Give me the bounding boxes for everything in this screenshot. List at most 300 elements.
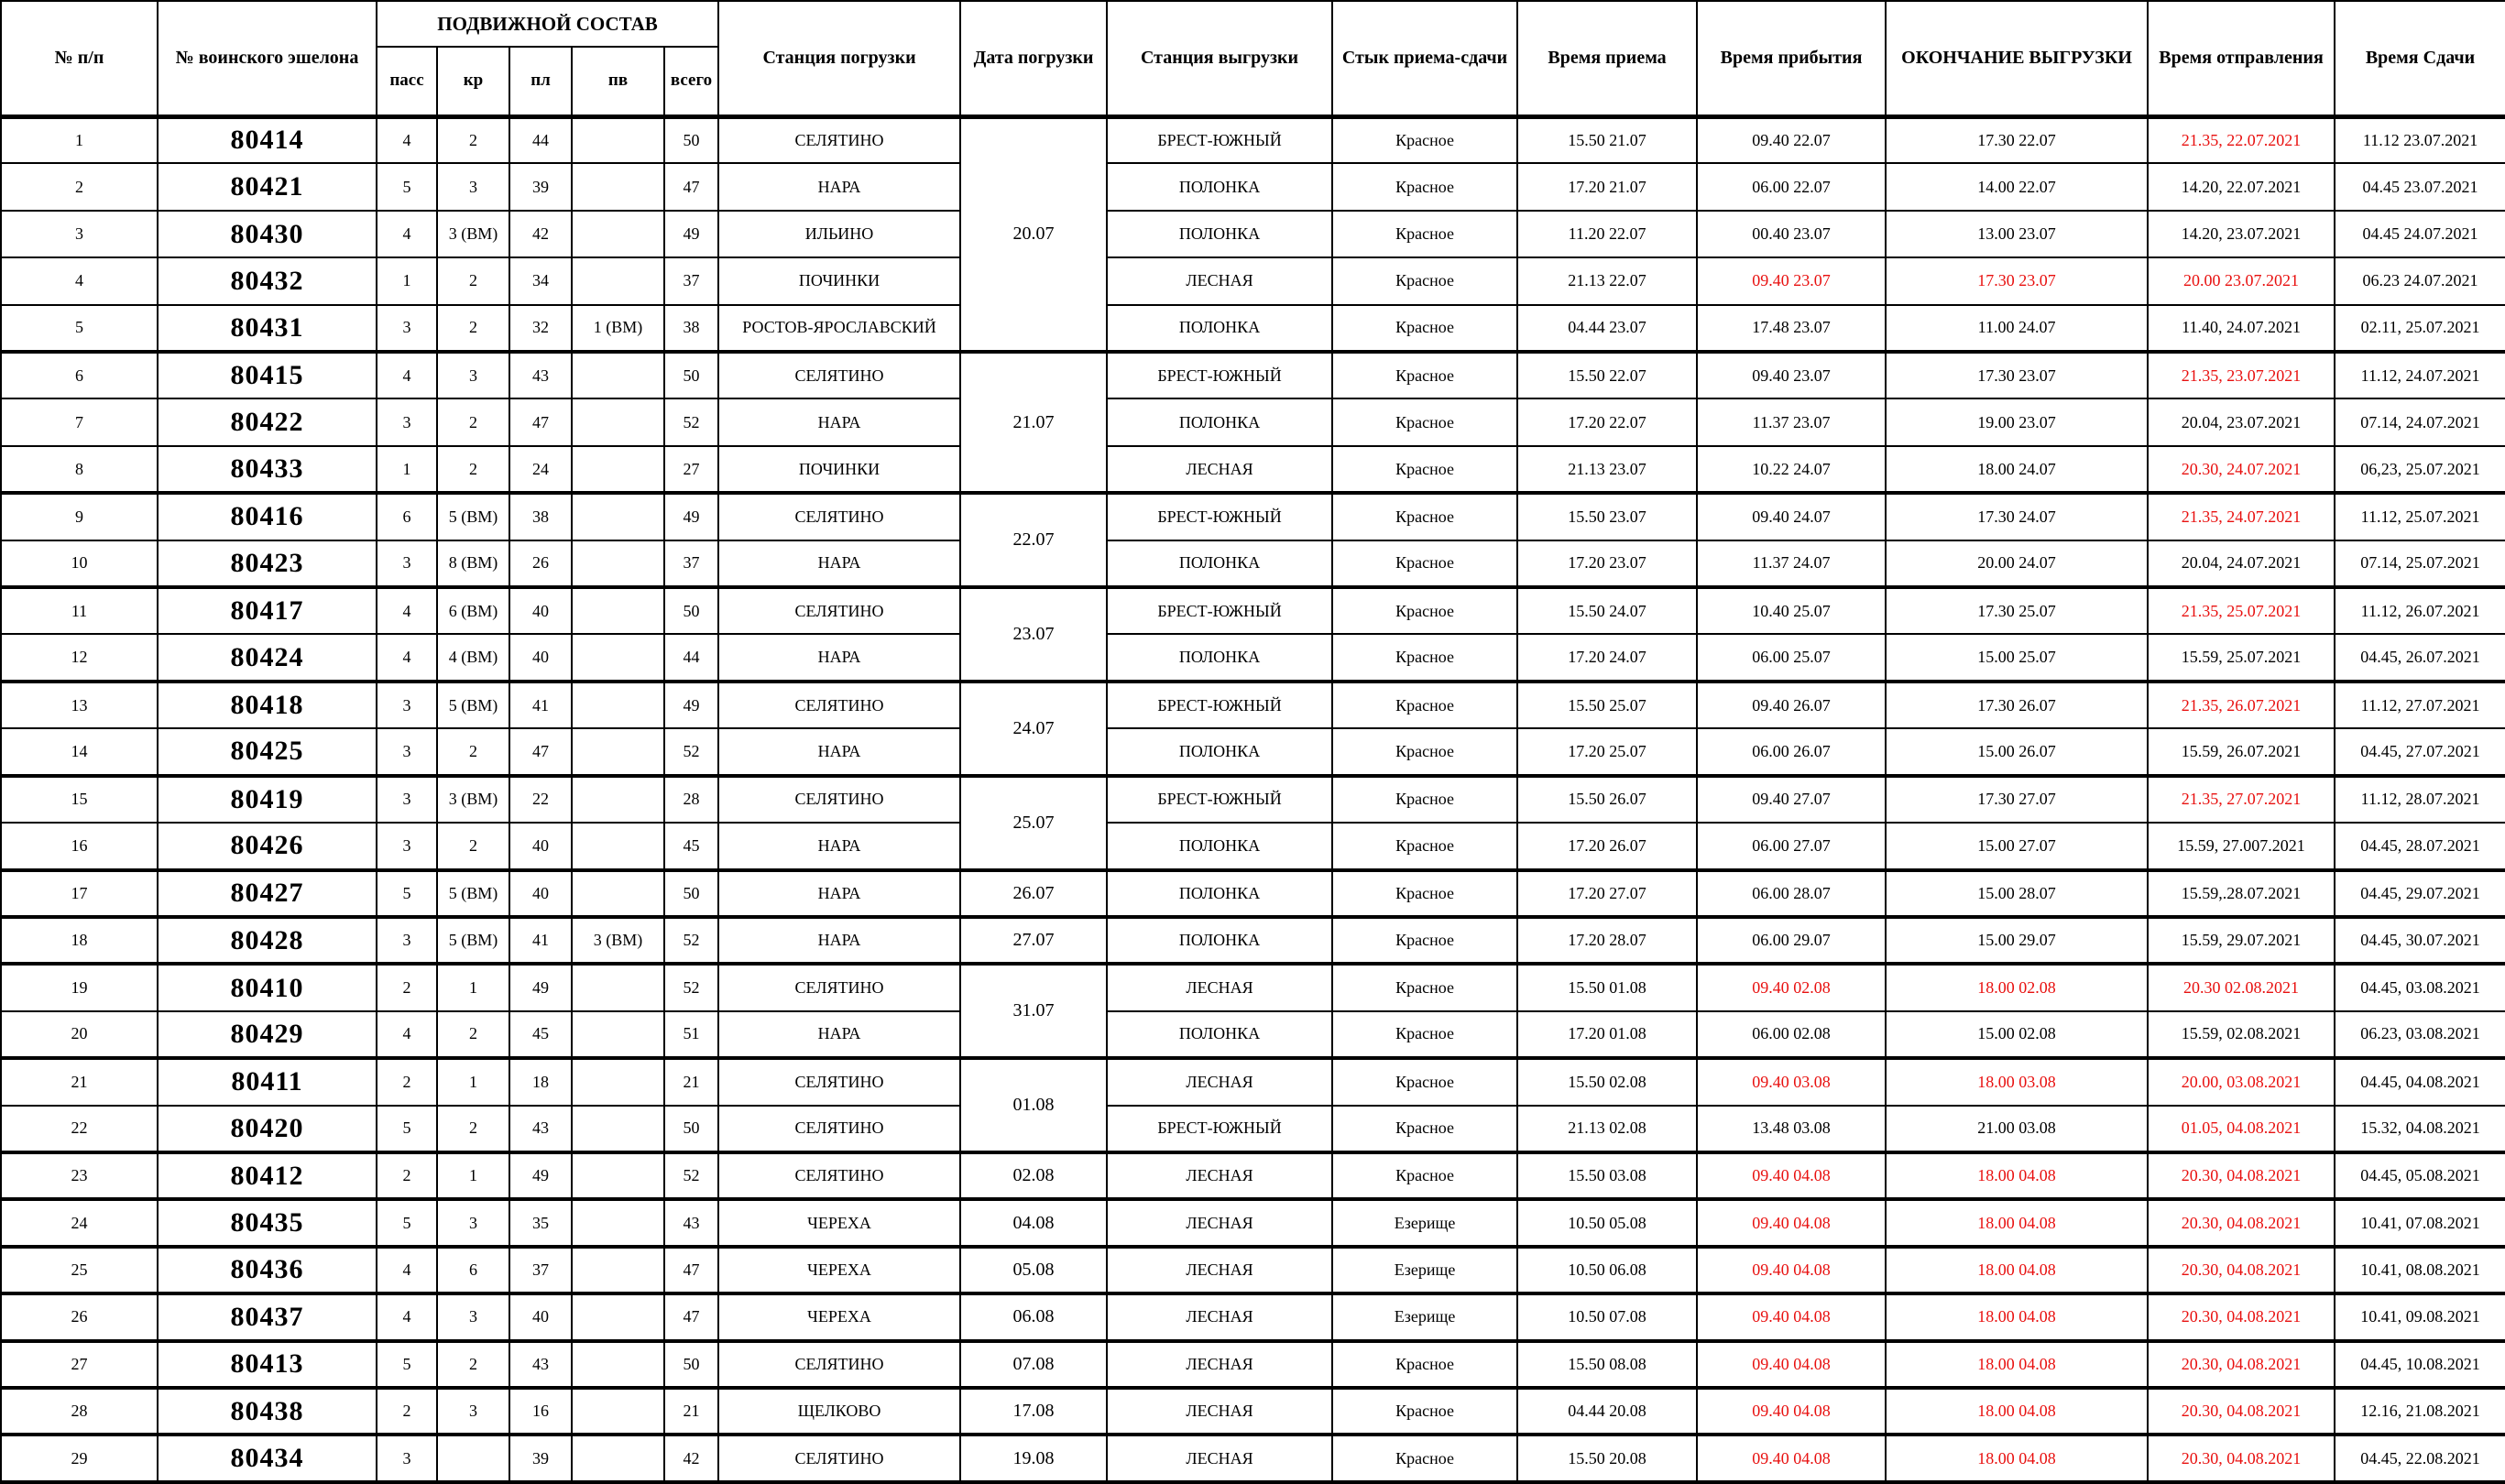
pv-car-count: [572, 964, 664, 1010]
echelon-number: 80436: [158, 1247, 377, 1293]
unload-station: БРЕСТ-ЮЖНЫЙ: [1107, 1106, 1332, 1152]
arrival-time: 06.00 22.07: [1697, 163, 1886, 210]
platform-car-count: 49: [509, 964, 572, 1010]
handover-junction: Красное: [1332, 587, 1517, 634]
load-station: СЕЛЯТИНО: [718, 776, 960, 823]
handover-time: 04.45, 10.08.2021: [2335, 1341, 2505, 1388]
arrival-time: 06.00 28.07: [1697, 870, 1886, 917]
load-station: ПОЧИНКИ: [718, 257, 960, 304]
pass-car-count: 5: [377, 1106, 437, 1152]
arrival-time: 06.00 25.07: [1697, 634, 1886, 681]
handover-time: 10.41, 07.08.2021: [2335, 1199, 2505, 1246]
total-car-count: 52: [664, 728, 718, 775]
arrival-time: 09.40 04.08: [1697, 1247, 1886, 1293]
handover-junction: Красное: [1332, 163, 1517, 210]
table-row: [1, 1341, 2505, 1388]
table-row: [1, 776, 2505, 823]
arrival-time: 06.00 27.07: [1697, 823, 1886, 869]
accept-time: 15.50 21.07: [1517, 116, 1697, 163]
row-number: 26: [1, 1293, 158, 1340]
table-row: [1, 446, 2505, 493]
handover-time: 11.12 23.07.2021: [2335, 116, 2505, 163]
total-car-count: 50: [664, 587, 718, 634]
handover-junction: Езерище: [1332, 1293, 1517, 1340]
total-car-count: 28: [664, 776, 718, 823]
load-station: СЕЛЯТИНО: [718, 1106, 960, 1152]
handover-junction: Езерище: [1332, 1199, 1517, 1246]
handover-time: 04.45, 27.07.2021: [2335, 728, 2505, 775]
row-number: 1: [1, 116, 158, 163]
handover-time: 04.45 23.07.2021: [2335, 163, 2505, 210]
handover-time: 11.12, 24.07.2021: [2335, 352, 2505, 398]
handover-time: 04.45, 05.08.2021: [2335, 1152, 2505, 1199]
col-header-pv: пв: [572, 47, 664, 116]
table-row: [1, 1199, 2505, 1246]
depart-time: 15.59, 29.07.2021: [2148, 917, 2335, 964]
unload-station: ПОЛОНКА: [1107, 728, 1332, 775]
table-row: [1, 1152, 2505, 1199]
pass-car-count: 3: [377, 917, 437, 964]
pv-car-count: [572, 352, 664, 398]
col-header-depart-time: Время отправления: [2148, 1, 2335, 116]
pass-car-count: 6: [377, 493, 437, 540]
row-number: 5: [1, 305, 158, 352]
load-date: 04.08: [960, 1199, 1107, 1246]
handover-junction: Красное: [1332, 398, 1517, 445]
unload-station: ПОЛОНКА: [1107, 634, 1332, 681]
handover-junction: Красное: [1332, 446, 1517, 493]
load-date: 21.07: [960, 352, 1107, 493]
unload-end-time: 18.00 04.08: [1886, 1247, 2148, 1293]
row-number: 23: [1, 1152, 158, 1199]
pv-car-count: [572, 776, 664, 823]
load-station: НАРА: [718, 163, 960, 210]
handover-time: 04.45, 28.07.2021: [2335, 823, 2505, 869]
unload-station: ЛЕСНАЯ: [1107, 1388, 1332, 1435]
pv-car-count: [572, 1058, 664, 1105]
arrival-time: 17.48 23.07: [1697, 305, 1886, 352]
pv-car-count: [572, 116, 664, 163]
handover-time: 04.45, 22.08.2021: [2335, 1435, 2505, 1482]
echelon-number: 80438: [158, 1388, 377, 1435]
load-station: СЕЛЯТИНО: [718, 352, 960, 398]
col-header-handover-time: Время Сдачи: [2335, 1, 2505, 116]
unload-end-time: 18.00 04.08: [1886, 1293, 2148, 1340]
covered-car-count: 5 (ВМ): [437, 493, 509, 540]
covered-car-count: 2: [437, 398, 509, 445]
pv-car-count: [572, 540, 664, 587]
handover-junction: Красное: [1332, 1152, 1517, 1199]
echelon-number: 80433: [158, 446, 377, 493]
arrival-time: 09.40 04.08: [1697, 1435, 1886, 1482]
accept-time: 15.50 23.07: [1517, 493, 1697, 540]
echelon-number: 80429: [158, 1011, 377, 1058]
load-station: ЧЕРЕХА: [718, 1293, 960, 1340]
echelon-number: 80417: [158, 587, 377, 634]
accept-time: 15.50 08.08: [1517, 1341, 1697, 1388]
echelon-number: 80416: [158, 493, 377, 540]
pass-car-count: 4: [377, 352, 437, 398]
platform-car-count: 43: [509, 352, 572, 398]
row-number: 15: [1, 776, 158, 823]
echelon-number: 80426: [158, 823, 377, 869]
row-number: 24: [1, 1199, 158, 1246]
pass-car-count: 3: [377, 776, 437, 823]
handover-junction: Красное: [1332, 776, 1517, 823]
covered-car-count: 2: [437, 1106, 509, 1152]
unload-end-time: 15.00 02.08: [1886, 1011, 2148, 1058]
row-number: 10: [1, 540, 158, 587]
platform-car-count: 26: [509, 540, 572, 587]
covered-car-count: 3 (ВМ): [437, 211, 509, 257]
pass-car-count: 2: [377, 1152, 437, 1199]
pass-car-count: 2: [377, 964, 437, 1010]
unload-station: ЛЕСНАЯ: [1107, 964, 1332, 1010]
unload-end-time: 15.00 25.07: [1886, 634, 2148, 681]
pass-car-count: 4: [377, 116, 437, 163]
arrival-time: 09.40 23.07: [1697, 352, 1886, 398]
accept-time: 17.20 26.07: [1517, 823, 1697, 869]
load-date: 19.08: [960, 1435, 1107, 1482]
load-station: НАРА: [718, 823, 960, 869]
unload-end-time: 17.30 22.07: [1886, 116, 2148, 163]
total-car-count: 21: [664, 1058, 718, 1105]
total-car-count: 43: [664, 1199, 718, 1246]
pass-car-count: 2: [377, 1058, 437, 1105]
unload-end-time: 17.30 25.07: [1886, 587, 2148, 634]
covered-car-count: 3: [437, 1388, 509, 1435]
col-header-unload-station: Станция выгрузки: [1107, 1, 1332, 116]
row-number: 22: [1, 1106, 158, 1152]
echelon-number: 80413: [158, 1341, 377, 1388]
accept-time: 15.50 20.08: [1517, 1435, 1697, 1482]
unload-end-time: 18.00 04.08: [1886, 1152, 2148, 1199]
table-row: [1, 163, 2505, 210]
table-row: [1, 398, 2505, 445]
col-header-total: всего: [664, 47, 718, 116]
col-header-pl: пл: [509, 47, 572, 116]
pv-car-count: [572, 1011, 664, 1058]
row-number: 18: [1, 917, 158, 964]
depart-time: 15.59, 26.07.2021: [2148, 728, 2335, 775]
total-car-count: 27: [664, 446, 718, 493]
unload-station: БРЕСТ-ЮЖНЫЙ: [1107, 776, 1332, 823]
covered-car-count: 5 (ВМ): [437, 917, 509, 964]
pass-car-count: 3: [377, 728, 437, 775]
total-car-count: 52: [664, 398, 718, 445]
handover-time: 11.12, 28.07.2021: [2335, 776, 2505, 823]
depart-time: 15.59, 27.007.2021: [2148, 823, 2335, 869]
accept-time: 15.50 03.08: [1517, 1152, 1697, 1199]
row-number: 27: [1, 1341, 158, 1388]
unload-end-time: 15.00 29.07: [1886, 917, 2148, 964]
covered-car-count: 2: [437, 116, 509, 163]
pass-car-count: 4: [377, 1293, 437, 1340]
platform-car-count: 22: [509, 776, 572, 823]
handover-time: 12.16, 21.08.2021: [2335, 1388, 2505, 1435]
pass-car-count: 4: [377, 587, 437, 634]
table-row: [1, 1058, 2505, 1105]
pv-car-count: [572, 682, 664, 728]
unload-end-time: 17.30 26.07: [1886, 682, 2148, 728]
table-row: [1, 587, 2505, 634]
covered-car-count: 2: [437, 728, 509, 775]
col-header-echelon-number: № воинского эшелона: [158, 1, 377, 116]
arrival-time: 09.40 24.07: [1697, 493, 1886, 540]
covered-car-count: 1: [437, 964, 509, 1010]
platform-car-count: 39: [509, 1435, 572, 1482]
unload-station: ЛЕСНАЯ: [1107, 1247, 1332, 1293]
depart-time: 14.20, 23.07.2021: [2148, 211, 2335, 257]
platform-car-count: 40: [509, 870, 572, 917]
table-row: [1, 1293, 2505, 1340]
depart-time: 21.35, 27.07.2021: [2148, 776, 2335, 823]
accept-time: 17.20 28.07: [1517, 917, 1697, 964]
unload-station: БРЕСТ-ЮЖНЫЙ: [1107, 682, 1332, 728]
handover-time: 06.23 24.07.2021: [2335, 257, 2505, 304]
echelon-number: 80437: [158, 1293, 377, 1340]
unload-station: ПОЛОНКА: [1107, 823, 1332, 869]
handover-junction: Красное: [1332, 823, 1517, 869]
covered-car-count: 1: [437, 1152, 509, 1199]
depart-time: 15.59,.28.07.2021: [2148, 870, 2335, 917]
row-number: 29: [1, 1435, 158, 1482]
arrival-time: 09.40 26.07: [1697, 682, 1886, 728]
accept-time: 15.50 02.08: [1517, 1058, 1697, 1105]
unload-station: ПОЛОНКА: [1107, 398, 1332, 445]
arrival-time: 06.00 26.07: [1697, 728, 1886, 775]
handover-junction: Красное: [1332, 305, 1517, 352]
handover-time: 04.45 24.07.2021: [2335, 211, 2505, 257]
load-date: 24.07: [960, 682, 1107, 776]
pv-car-count: [572, 1199, 664, 1246]
unload-station: ПОЛОНКА: [1107, 1011, 1332, 1058]
unload-station: БРЕСТ-ЮЖНЫЙ: [1107, 493, 1332, 540]
unload-end-time: 14.00 22.07: [1886, 163, 2148, 210]
platform-car-count: 47: [509, 398, 572, 445]
total-car-count: 37: [664, 257, 718, 304]
depart-time: 01.05, 04.08.2021: [2148, 1106, 2335, 1152]
pv-car-count: [572, 823, 664, 869]
handover-junction: Красное: [1332, 116, 1517, 163]
platform-car-count: 40: [509, 1293, 572, 1340]
load-station: РОСТОВ-ЯРОСЛАВСКИЙ: [718, 305, 960, 352]
row-number: 12: [1, 634, 158, 681]
load-station: НАРА: [718, 540, 960, 587]
unload-end-time: 15.00 28.07: [1886, 870, 2148, 917]
pass-car-count: 3: [377, 823, 437, 869]
col-header-arrival-time: Время прибытия: [1697, 1, 1886, 116]
table-row: [1, 305, 2505, 352]
table-row: [1, 728, 2505, 775]
echelon-number: 80414: [158, 116, 377, 163]
pv-car-count: [572, 1388, 664, 1435]
pass-car-count: 1: [377, 257, 437, 304]
handover-junction: Красное: [1332, 1106, 1517, 1152]
echelon-number: 80423: [158, 540, 377, 587]
echelon-number: 80432: [158, 257, 377, 304]
handover-junction: Красное: [1332, 1058, 1517, 1105]
handover-time: 04.45, 26.07.2021: [2335, 634, 2505, 681]
col-header-rolling-stock: ПОДВИЖНОЙ СОСТАВ: [377, 1, 718, 47]
total-car-count: 42: [664, 1435, 718, 1482]
platform-car-count: 40: [509, 634, 572, 681]
pv-car-count: [572, 1247, 664, 1293]
handover-time: 04.45, 03.08.2021: [2335, 964, 2505, 1010]
col-header-load-station: Станция погрузки: [718, 1, 960, 116]
unload-station: ПОЛОНКА: [1107, 540, 1332, 587]
pv-car-count: 3 (ВМ): [572, 917, 664, 964]
platform-car-count: 42: [509, 211, 572, 257]
accept-time: 17.20 22.07: [1517, 398, 1697, 445]
pass-car-count: 3: [377, 398, 437, 445]
total-car-count: 50: [664, 116, 718, 163]
total-car-count: 50: [664, 1106, 718, 1152]
depart-time: 21.35, 23.07.2021: [2148, 352, 2335, 398]
pv-car-count: [572, 1341, 664, 1388]
pass-car-count: 3: [377, 305, 437, 352]
total-car-count: 21: [664, 1388, 718, 1435]
unload-end-time: 11.00 24.07: [1886, 305, 2148, 352]
depart-time: 15.59, 02.08.2021: [2148, 1011, 2335, 1058]
unload-end-time: 13.00 23.07: [1886, 211, 2148, 257]
row-number: 17: [1, 870, 158, 917]
platform-car-count: 41: [509, 682, 572, 728]
table-row: [1, 493, 2505, 540]
depart-time: 21.35, 22.07.2021: [2148, 116, 2335, 163]
total-car-count: 51: [664, 1011, 718, 1058]
depart-time: 20.30, 04.08.2021: [2148, 1152, 2335, 1199]
accept-time: 17.20 27.07: [1517, 870, 1697, 917]
unload-station: ЛЕСНАЯ: [1107, 1341, 1332, 1388]
load-date: 23.07: [960, 587, 1107, 682]
load-station: НАРА: [718, 634, 960, 681]
handover-time: 11.12, 26.07.2021: [2335, 587, 2505, 634]
unload-end-time: 18.00 03.08: [1886, 1058, 2148, 1105]
platform-car-count: 38: [509, 493, 572, 540]
table-row: [1, 211, 2505, 257]
covered-car-count: 6: [437, 1247, 509, 1293]
platform-car-count: 49: [509, 1152, 572, 1199]
unload-station: ЛЕСНАЯ: [1107, 257, 1332, 304]
unload-station: БРЕСТ-ЮЖНЫЙ: [1107, 116, 1332, 163]
unload-end-time: 18.00 02.08: [1886, 964, 2148, 1010]
handover-junction: Красное: [1332, 634, 1517, 681]
load-date: 27.07: [960, 917, 1107, 964]
pv-car-count: [572, 257, 664, 304]
handover-time: 04.45, 29.07.2021: [2335, 870, 2505, 917]
load-date: 05.08: [960, 1247, 1107, 1293]
handover-junction: Красное: [1332, 1341, 1517, 1388]
accept-time: 17.20 25.07: [1517, 728, 1697, 775]
unload-end-time: 15.00 27.07: [1886, 823, 2148, 869]
depart-time: 20.30, 24.07.2021: [2148, 446, 2335, 493]
row-number: 14: [1, 728, 158, 775]
arrival-time: 11.37 24.07: [1697, 540, 1886, 587]
echelon-number: 80422: [158, 398, 377, 445]
unload-station: ПОЛОНКА: [1107, 870, 1332, 917]
row-number: 7: [1, 398, 158, 445]
accept-time: 21.13 02.08: [1517, 1106, 1697, 1152]
covered-car-count: 5 (ВМ): [437, 682, 509, 728]
row-number: 21: [1, 1058, 158, 1105]
row-number: 20: [1, 1011, 158, 1058]
unload-station: ЛЕСНАЯ: [1107, 1199, 1332, 1246]
echelon-number: 80421: [158, 163, 377, 210]
echelon-number: 80415: [158, 352, 377, 398]
depart-time: 20.30, 04.08.2021: [2148, 1388, 2335, 1435]
accept-time: 17.20 23.07: [1517, 540, 1697, 587]
depart-time: 20.30, 04.08.2021: [2148, 1293, 2335, 1340]
handover-junction: Езерище: [1332, 1247, 1517, 1293]
total-car-count: 47: [664, 163, 718, 210]
table-row: [1, 1011, 2505, 1058]
handover-junction: Красное: [1332, 1435, 1517, 1482]
pv-car-count: [572, 163, 664, 210]
handover-junction: Красное: [1332, 1388, 1517, 1435]
covered-car-count: 3 (ВМ): [437, 776, 509, 823]
platform-car-count: 45: [509, 1011, 572, 1058]
row-number: 9: [1, 493, 158, 540]
load-station: НАРА: [718, 1011, 960, 1058]
pass-car-count: 5: [377, 1199, 437, 1246]
pass-car-count: 5: [377, 163, 437, 210]
echelon-number: 80428: [158, 917, 377, 964]
unload-end-time: 15.00 26.07: [1886, 728, 2148, 775]
load-date: 31.07: [960, 964, 1107, 1058]
depart-time: 11.40, 24.07.2021: [2148, 305, 2335, 352]
unload-station: ЛЕСНАЯ: [1107, 1293, 1332, 1340]
depart-time: 20.00 23.07.2021: [2148, 257, 2335, 304]
accept-time: 10.50 07.08: [1517, 1293, 1697, 1340]
load-station: НАРА: [718, 728, 960, 775]
col-header-accept-time: Время приема: [1517, 1, 1697, 116]
pass-car-count: 3: [377, 1435, 437, 1482]
echelon-number: 80412: [158, 1152, 377, 1199]
accept-time: 15.50 25.07: [1517, 682, 1697, 728]
pass-car-count: 4: [377, 211, 437, 257]
load-station: ЧЕРЕХА: [718, 1247, 960, 1293]
unload-end-time: 17.30 23.07: [1886, 257, 2148, 304]
load-date: 20.07: [960, 116, 1107, 352]
echelon-number: 80435: [158, 1199, 377, 1246]
arrival-time: 09.40 04.08: [1697, 1199, 1886, 1246]
echelon-number: 80425: [158, 728, 377, 775]
unload-station: ПОЛОНКА: [1107, 305, 1332, 352]
arrival-time: 09.40 04.08: [1697, 1293, 1886, 1340]
load-station: НАРА: [718, 398, 960, 445]
table-row: [1, 1106, 2505, 1152]
echelon-number: 80419: [158, 776, 377, 823]
handover-time: 10.41, 09.08.2021: [2335, 1293, 2505, 1340]
handover-time: 06,23, 25.07.2021: [2335, 446, 2505, 493]
load-station: СЕЛЯТИНО: [718, 1152, 960, 1199]
accept-time: 04.44 23.07: [1517, 305, 1697, 352]
handover-time: 07.14, 25.07.2021: [2335, 540, 2505, 587]
handover-time: 06.23, 03.08.2021: [2335, 1011, 2505, 1058]
echelon-number: 80430: [158, 211, 377, 257]
unload-end-time: 18.00 24.07: [1886, 446, 2148, 493]
covered-car-count: 3: [437, 1293, 509, 1340]
accept-time: 15.50 01.08: [1517, 964, 1697, 1010]
total-car-count: 47: [664, 1247, 718, 1293]
row-number: 11: [1, 587, 158, 634]
pv-car-count: [572, 493, 664, 540]
unload-station: ЛЕСНАЯ: [1107, 446, 1332, 493]
pv-car-count: 1 (ВМ): [572, 305, 664, 352]
platform-car-count: 43: [509, 1106, 572, 1152]
handover-time: 15.32, 04.08.2021: [2335, 1106, 2505, 1152]
